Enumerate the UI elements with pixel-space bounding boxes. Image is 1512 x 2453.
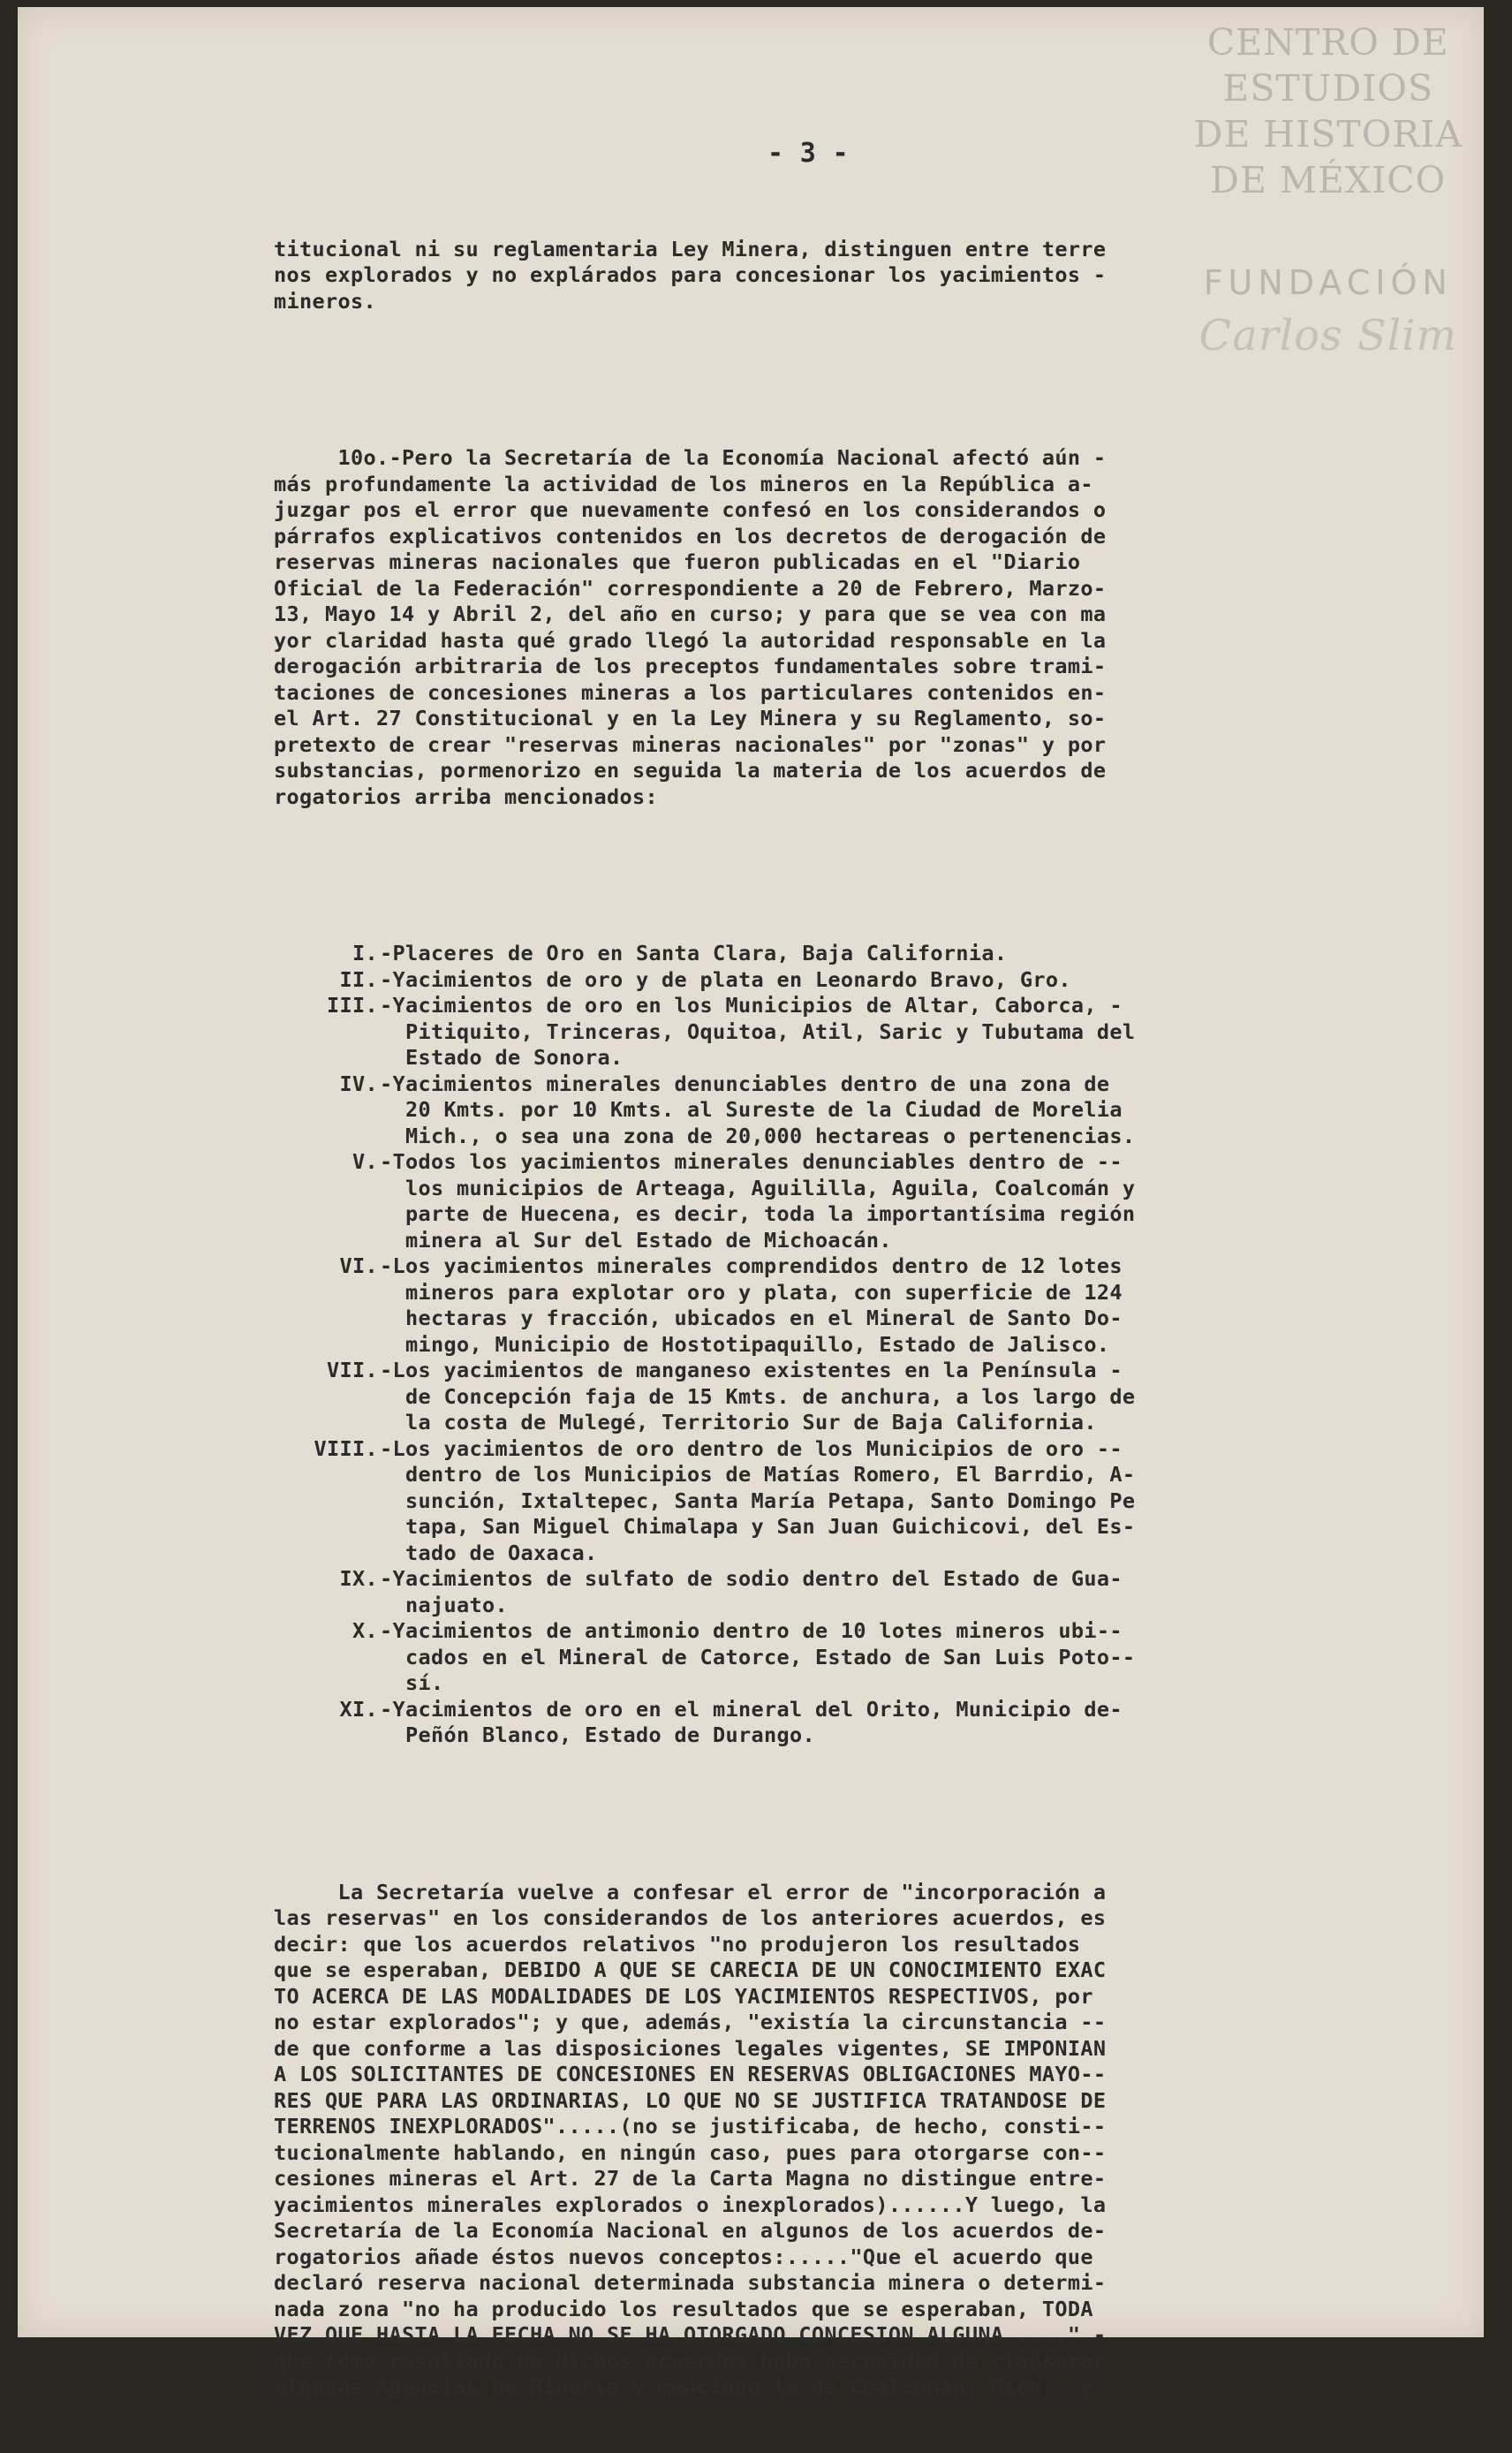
text-line: que se esperaban, DEBIDO A QUE SE CARECIA DE UN CONOCIMIENTO EXAC bbox=[274, 1957, 1107, 1982]
text-line: VEZ QUE HASTA LA FECHA NO SE HA OTORGADO CONCESION ALGUNA....." - bbox=[274, 2322, 1107, 2347]
text-line: -Yacimientos de oro en los Municipios de Altar, Caborca, - bbox=[380, 993, 1123, 1018]
paragraph-10 bbox=[274, 445, 1431, 810]
agreement-item bbox=[274, 1253, 1431, 1358]
text-line: de que conforme a las disposiciones legales vigentes, SE IMPONIAN bbox=[274, 2035, 1107, 2061]
text-line: Pitiquito, Trinceras, Oquitoa, Atil, Saric y Tubutama del bbox=[380, 1018, 1136, 1044]
roman-numeral: X. bbox=[352, 1618, 378, 1643]
typed-text-body bbox=[274, 88, 1431, 2453]
roman-numeral: V. bbox=[352, 1149, 378, 1174]
text-line: -Yacimientos de sulfato de sodio dentro del Estado de Gua- bbox=[380, 1566, 1123, 1591]
text-line: -Placeres de Oro en Santa Clara, Baja California. bbox=[380, 941, 1008, 965]
text-line: -Todos los yacimientos minerales denunciables dentro de -- bbox=[380, 1149, 1123, 1174]
text-line: los municipios de Arteaga, Aguililla, Aguila, Coalcomán y bbox=[380, 1175, 1136, 1200]
agreement-text bbox=[380, 1071, 1431, 1150]
text-line: -Yacimientos de oro y de plata en Leonardo Bravo, Gro. bbox=[380, 966, 1071, 992]
watermark-line: DE HISTORIA bbox=[1193, 113, 1463, 155]
page-number: - 3 - bbox=[767, 138, 850, 169]
text-line: titucional ni su reglamentaria Ley Minera, distinguen entre terre bbox=[274, 236, 1107, 261]
text-line: -Los yacimientos de manganeso existentes en la Península - bbox=[380, 1358, 1123, 1382]
text-line: Peñón Blanco, Estado de Durango. bbox=[380, 1722, 815, 1747]
text-line: tucionalmente hablando, en ningún caso, pues para otorgarse con-- bbox=[274, 2139, 1107, 2165]
watermark-signature: Carlos Slim bbox=[1198, 311, 1457, 360]
text-line: párrafos explicativos contenidos en los decretos de derogación de bbox=[274, 523, 1107, 549]
text-line: mineros para explotar oro y plata, con superficie de 124 bbox=[380, 1279, 1123, 1305]
text-line: Mich., o sea una zona de 20,000 hectareas o pertenencias. bbox=[380, 1123, 1136, 1148]
intro-paragraph bbox=[274, 237, 1431, 315]
agreement-text bbox=[380, 1618, 1431, 1697]
text-line: RES QUE PARA LAS ORDINARIAS, LO QUE NO SE JUSTIFICA TRATANDOSE DE bbox=[274, 2087, 1107, 2113]
roman-numeral: IX. bbox=[339, 1566, 378, 1591]
agreement-text bbox=[380, 993, 1431, 1071]
paragraph-gap bbox=[274, 862, 1431, 889]
text-line: -Yacimientos de antimonio dentro de 10 lotes mineros ubi-- bbox=[380, 1618, 1123, 1643]
agreement-item bbox=[274, 941, 1431, 967]
roman-numeral: III. bbox=[327, 993, 378, 1018]
text-line: sunción, Ixtaltepec, Santa María Petapa, Santo Domingo Pe bbox=[380, 1488, 1136, 1513]
agreement-item bbox=[274, 1149, 1431, 1253]
document-page bbox=[18, 7, 1484, 2399]
text-line: yor claridad hasta qué grado llegó la autoridad responsable en la bbox=[274, 627, 1107, 653]
text-line: parte de Huecena, es decir, toda la importantísima región bbox=[380, 1201, 1136, 1226]
text-line: de Concepción faja de 15 Kmts. de anchura, a los largo de bbox=[380, 1383, 1136, 1409]
text-line: yacimientos minerales explorados o inexplorados)......Y luego, la bbox=[274, 2192, 1107, 2217]
agreement-item bbox=[274, 967, 1431, 994]
roman-numeral: I. bbox=[352, 941, 378, 965]
agreement-item bbox=[274, 1358, 1431, 1436]
text-line: mingo, Municipio de Hostotipaquillo, Estado de Jalisco. bbox=[380, 1331, 1110, 1357]
paragraph-gap bbox=[274, 367, 1431, 393]
text-line: A LOS SOLICITANTES DE CONCESIONES EN RESERVAS OBLIGACIONES MAYO-- bbox=[274, 2062, 1107, 2086]
agreement-item bbox=[274, 1618, 1431, 1697]
agreement-text bbox=[380, 1566, 1431, 1618]
text-line: rogatorios arriba mencionados: bbox=[274, 784, 658, 809]
text-line: -Los yacimientos de oro dentro de los Municipios de oro -- bbox=[380, 1435, 1123, 1461]
roman-numeral: VII. bbox=[327, 1358, 378, 1382]
agreement-text bbox=[380, 967, 1431, 994]
text-line: la costa de Mulegé, Territorio Sur de Baja California. bbox=[380, 1410, 1097, 1435]
roman-numeral: VI. bbox=[339, 1253, 378, 1278]
text-line: La Secretaría vuelve a confesar el error de "incorporación a bbox=[274, 1879, 1107, 1904]
text-line: 10o.-Pero la Secretaría de la Economía Nacional afectó aún - bbox=[274, 445, 1107, 470]
text-line: -Los yacimientos minerales comprendidos dentro de 12 lotes bbox=[380, 1253, 1123, 1278]
agreement-item bbox=[274, 1071, 1431, 1150]
roman-numeral: VIII. bbox=[314, 1435, 378, 1461]
roman-numeral: II. bbox=[339, 966, 378, 992]
text-line: Secretaría de la Economía Nacional en algunos de los acuerdos de- bbox=[274, 2218, 1107, 2243]
text-line: no estar explorados"; y que, además, "existía la circunstancia -- bbox=[274, 2010, 1107, 2034]
text-line: tapa, San Miguel Chimalapa y San Juan Guichicovi, del Es- bbox=[380, 1514, 1136, 1539]
text-line: derogación arbitraria de los preceptos fundamentales sobre trami- bbox=[274, 654, 1107, 678]
text-line: declaró reserva nacional determinada substancia minera o determi- bbox=[274, 2270, 1107, 2295]
agreement-text bbox=[380, 1149, 1431, 1253]
text-line: -Yacimientos de oro en el mineral del Orito, Municipio de- bbox=[380, 1696, 1123, 1722]
paragraph-gap bbox=[274, 1801, 1431, 1828]
text-line: cados en el Mineral de Catorce, Estado de San Luis Poto-- bbox=[380, 1644, 1136, 1669]
watermark-line: ESTUDIOS bbox=[1222, 67, 1434, 110]
text-line: TO ACERCA DE LAS MODALIDADES DE LOS YACIMIENTOS RESPECTIVOS, por bbox=[274, 1983, 1093, 2009]
text-line: reservas mineras nacionales que fueron publicadas en el "Diario bbox=[274, 549, 1081, 574]
text-line: el Art. 27 Constitucional y en la Ley Minera y su Reglamento, so- bbox=[274, 706, 1107, 731]
text-line: tado de Oaxaca. bbox=[380, 1540, 598, 1565]
text-line: las reservas" en los considerandos de los anteriores acuerdos, es bbox=[274, 1905, 1107, 1930]
text-line: 20 Kmts. por 10 Kmts. al Sureste de la Ciudad de Morelia bbox=[380, 1097, 1123, 1122]
text-line: pretexto de crear "reservas mineras nacionales" por "zonas" y por bbox=[274, 731, 1107, 757]
text-line: sí. bbox=[380, 1670, 444, 1695]
text-line: decir: que los acuerdos relativos "no produjeron los resultados bbox=[274, 1931, 1081, 1957]
agreement-text bbox=[380, 1358, 1431, 1436]
text-line: que como resultado de dichos acuerdos hubo necesidad de clausurar bbox=[274, 2348, 1107, 2374]
text-line: juzgar pos el error que nuevamente confesó en los considerandos o bbox=[274, 497, 1107, 522]
text-line: -Yacimientos minerales denunciables dentro de una zona de bbox=[380, 1071, 1110, 1096]
text-line: 13, Mayo 14 y Abril 2, del año en curso; y para que se vea con ma bbox=[274, 602, 1107, 626]
text-line: más profundamente la actividad de los mineros en la República a- bbox=[274, 471, 1093, 496]
text-line: minera al Sur del Estado de Michoacán. bbox=[380, 1227, 892, 1253]
text-line: dentro de los Municipios de Matías Romero, El Barrdio, A- bbox=[380, 1462, 1136, 1487]
text-line: TERRENOS INEXPLORADOS".....(no se justificaba, de hecho, consti-- bbox=[274, 2114, 1107, 2139]
watermark-line: DE MÉXICO bbox=[1210, 159, 1447, 201]
roman-numeral: IV. bbox=[339, 1071, 378, 1096]
agreement-item bbox=[274, 1697, 1431, 1749]
text-line: cesiones mineras el Art. 27 de la Carta Magna no distingue entre- bbox=[274, 2166, 1107, 2191]
agreement-text bbox=[380, 1436, 1431, 1567]
text-line: algunas Agencias de Minería y menciona la de Coalcomán, Mich., y bbox=[274, 2374, 1093, 2399]
agreements-list bbox=[274, 941, 1431, 1749]
text-line: Oficial de la Federación" correspondiente a 20 de Febrero, Marzo- bbox=[274, 575, 1107, 601]
text-line: mineros. bbox=[274, 288, 376, 314]
agreement-item bbox=[274, 1436, 1431, 1567]
text-line: Estado de Sonora. bbox=[380, 1045, 624, 1070]
agreement-item bbox=[274, 993, 1431, 1071]
text-line: substancias, pormenorizo en seguida la materia de los acuerdos de bbox=[274, 758, 1107, 783]
agreement-text bbox=[380, 1253, 1431, 1358]
text-line: taciones de concesiones mineras a los particulares contenidos en- bbox=[274, 679, 1107, 705]
text-line: rogatorios añade éstos nuevos conceptos:....."Que el acuerdo que bbox=[274, 2244, 1093, 2269]
text-line: najuato. bbox=[380, 1592, 508, 1617]
agreement-text bbox=[380, 941, 1431, 967]
watermark-line: CENTRO DE bbox=[1206, 21, 1449, 64]
watermark-foundation: FUNDACIÓN bbox=[1203, 263, 1453, 302]
text-line: nada zona "no ha producido los resultados que se esperaban, TODA bbox=[274, 2296, 1093, 2321]
agreement-text bbox=[380, 1697, 1431, 1749]
agreement-item bbox=[274, 1566, 1431, 1618]
text-line: nos explorados y no explárados para concesionar los yacimientos - bbox=[274, 262, 1107, 287]
text-line: hectaras y fracción, ubicados en el Mineral de Santo Do- bbox=[380, 1306, 1123, 1330]
closing-paragraph bbox=[274, 1880, 1431, 2401]
roman-numeral: XI. bbox=[339, 1696, 378, 1722]
